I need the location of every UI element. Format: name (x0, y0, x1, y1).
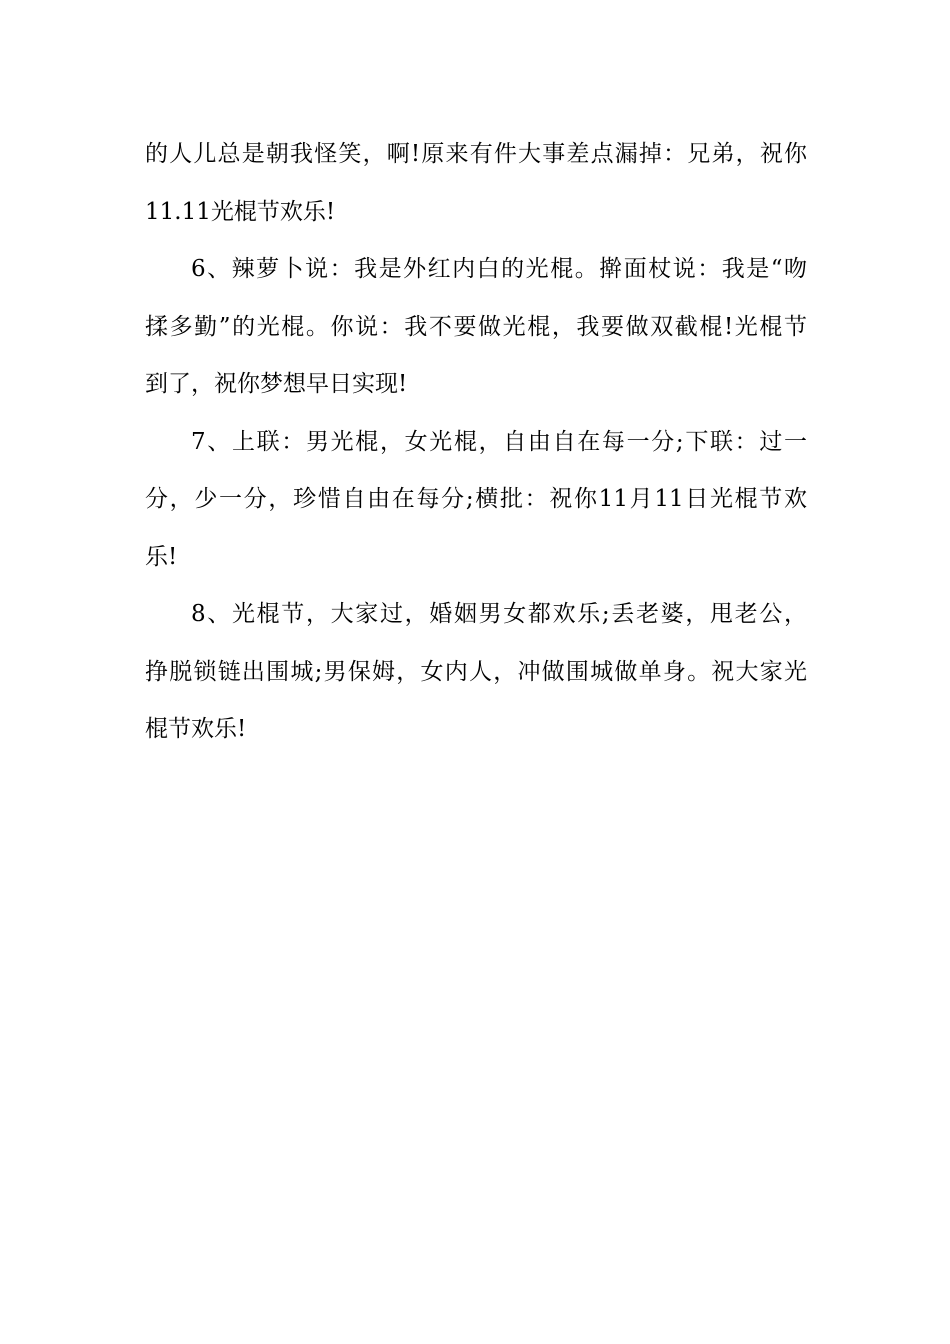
text-line: 分，少一分，珍惜自由在每分;横批：祝你11月11日光棍节欢 (145, 486, 807, 512)
paragraph-8-start: 8、光棍节，大家过，婚姻男女都欢乐;丢老婆，甩老公， (191, 601, 807, 627)
text-line: 11.11光棍节欢乐! (145, 198, 336, 225)
text-line: 乐! (145, 543, 178, 570)
paragraph-7-start: 7、上联：男光棍，女光棍，自由自在每一分;下联：过一 (191, 428, 807, 455)
document-body (145, 126, 807, 759)
text-line: 棍节欢乐! (145, 716, 247, 742)
paragraph-6-start: 6、辣萝卜说：我是外红内白的光棍。擀面杖说：我是“吻 (191, 256, 807, 282)
text-line: 的人儿总是朝我怪笑，啊!原来有件大事差点漏掉：兄弟，祝你 (145, 141, 807, 167)
text-line: 到了，祝你梦想早日实现! (145, 371, 408, 397)
text-line: 揉多勤”的光棍。你说：我不要做光棍，我要做双截棍!光棍节 (145, 313, 807, 340)
text-line: 挣脱锁链出围城;男保姆，女内人，冲做围城做单身。祝大家光 (145, 658, 807, 685)
